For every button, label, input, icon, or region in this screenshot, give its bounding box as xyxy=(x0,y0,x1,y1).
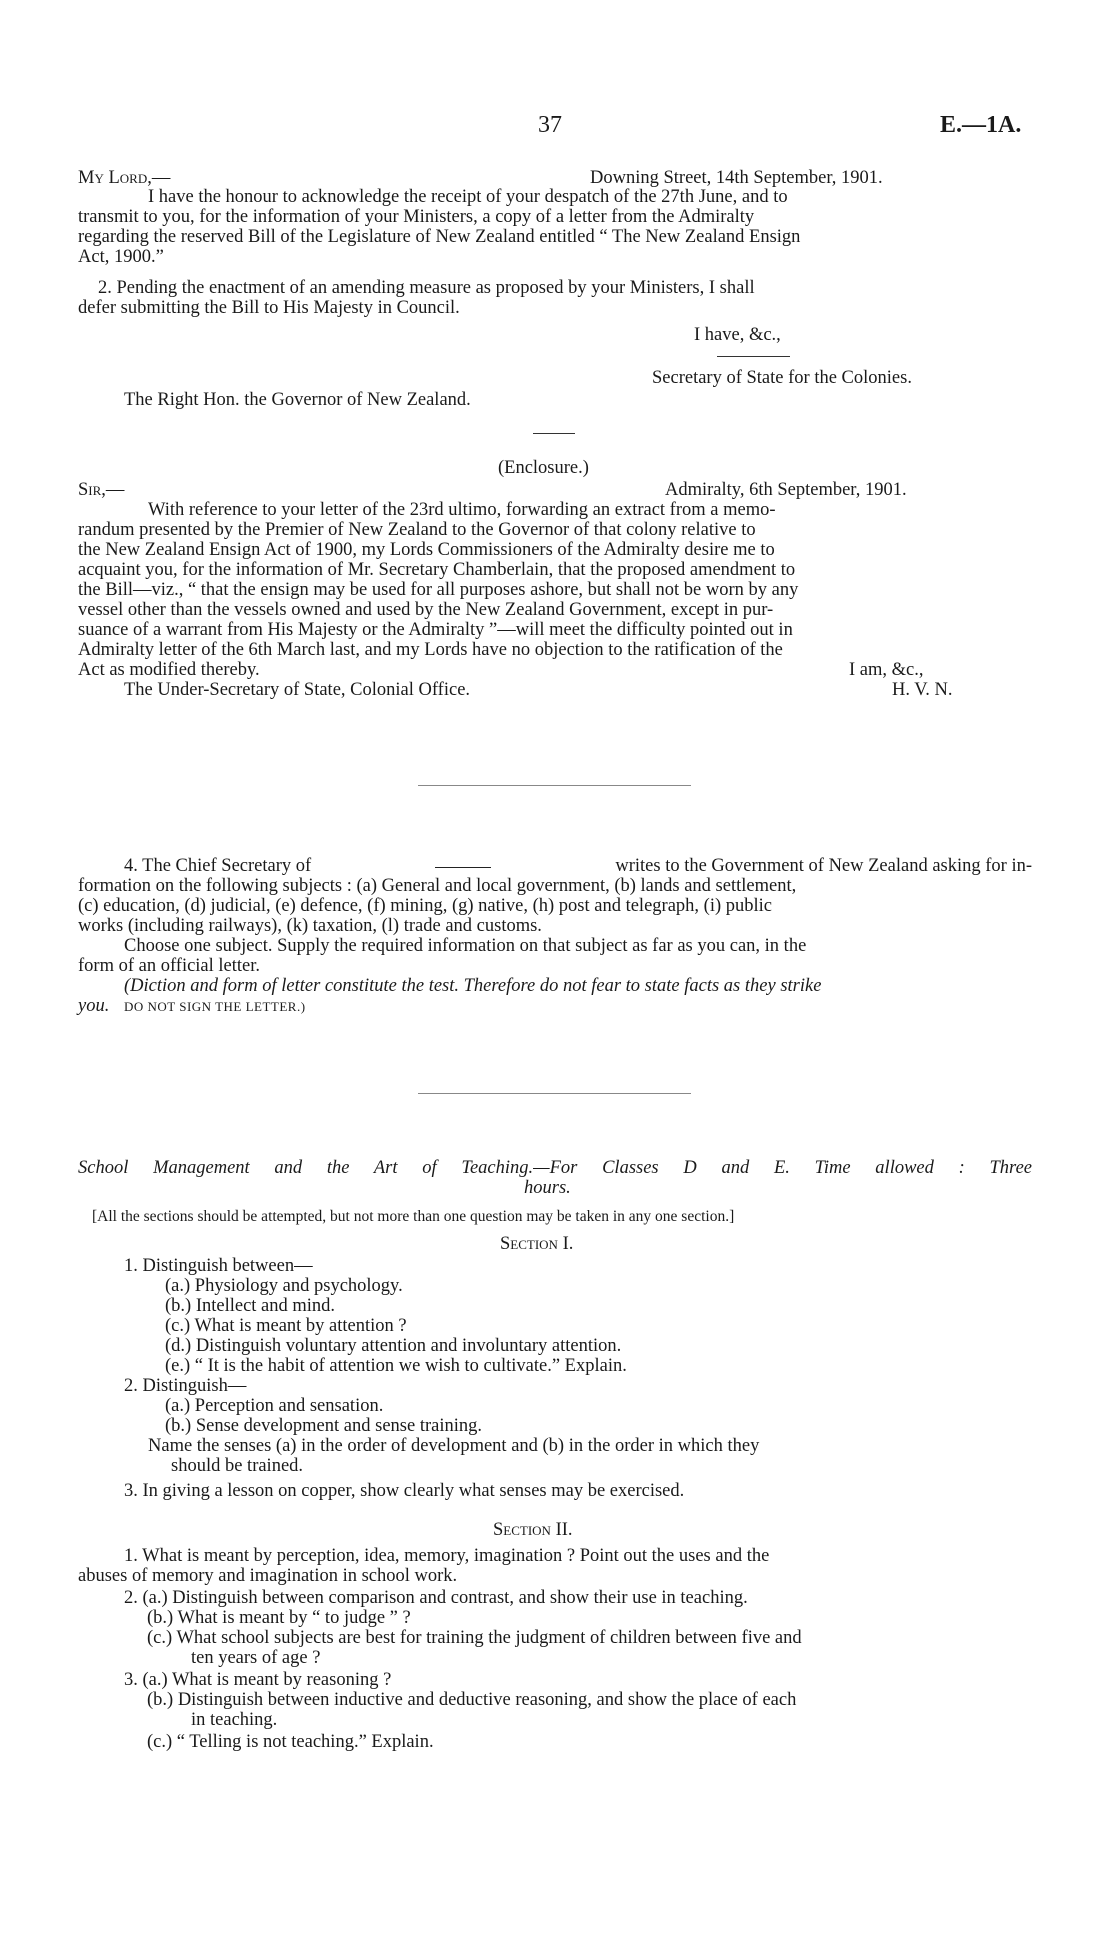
letter1-para1-line: Act, 1900.” xyxy=(78,247,164,267)
section-divider xyxy=(418,1093,691,1094)
s2-q3c: (c.) “ Telling is not teaching.” Explain. xyxy=(147,1732,434,1752)
letter1-para2-line: 2. Pending the enactment of an amending measure as proposed by your Ministers, I shall xyxy=(98,278,755,298)
signature-rule xyxy=(717,356,790,357)
document-code: E.—1A. xyxy=(940,112,1022,138)
s2-q2c-line2: ten years of age ? xyxy=(191,1648,321,1668)
enclosure-body-line: With reference to your letter of the 23rd ultimo, forwarding an extract from a memo- xyxy=(148,500,776,520)
enclosure-signature: H. V. N. xyxy=(892,680,953,700)
q4-choose-line: Choose one subject. Supply the required information on that subject as far as you can, in the xyxy=(124,936,807,956)
q4-note-line: (Diction and form of letter constitute the test. Therefore do not fear to state facts as they strike xyxy=(124,976,822,996)
page-number: 37 xyxy=(538,112,562,138)
enclosure-addressee: The Under-Secretary of State, Colonial Office. xyxy=(124,680,471,700)
enclosure-body-line: acquaint you, for the information of Mr. Secretary Chamberlain, that the proposed amendment to xyxy=(78,560,796,580)
letter1-para2-line: defer submitting the Bill to His Majesty in Council. xyxy=(78,298,460,318)
s2-q1-line2: abuses of memory and imagination in school work. xyxy=(78,1566,458,1586)
enclosure-salutation: Sir,— xyxy=(78,480,125,500)
s2-q3b-line2: in teaching. xyxy=(191,1710,278,1730)
enclosure-dateline: Admiralty, 6th September, 1901. xyxy=(665,480,907,500)
letter1-para1-line: regarding the reserved Bill of the Legislature of New Zealand entitled “ The New Zealand Ensign xyxy=(78,227,801,247)
enclosure-heading: (Enclosure.) xyxy=(498,458,589,478)
s1-q2-name-line: Name the senses (a) in the order of development and (b) in the order in which they xyxy=(148,1436,760,1456)
enclosure-body-line: the Bill—viz., “ that the ensign may be used for all purposes ashore, but shall not be worn by any xyxy=(78,580,799,600)
q4-line: (c) education, (d) judicial, (e) defence, (f) mining, (g) native, (h) post and telegraph, (i) public xyxy=(78,896,772,916)
q4-note-caps: DO NOT SIGN THE LETTER.) xyxy=(123,999,306,1014)
letter1-para1-line: transmit to you, for the information of your Ministers, a copy of a letter from the Admiralty xyxy=(78,207,755,227)
s1-q2-name-line: should be trained. xyxy=(171,1456,304,1476)
s2-q3a: 3. (a.) What is meant by reasoning ? xyxy=(124,1670,392,1690)
s1-q1-item: (d.) Distinguish voluntary attention and involuntary attention. xyxy=(165,1336,622,1356)
q4-choose-line: form of an official letter. xyxy=(78,956,261,976)
s2-q2b: (b.) What is meant by “ to judge ” ? xyxy=(147,1608,411,1628)
enclosure-body-line: the New Zealand Ensign Act of 1900, my Lords Commissioners of the Admiralty desire me to xyxy=(78,540,775,560)
q4-line: formation on the following subjects : (a) General and local government, (b) lands and settlement, xyxy=(78,876,797,896)
enclosure-body-line: suance of a warrant from His Majesty or the Admiralty ”—will meet the difficulty pointed out in xyxy=(78,620,793,640)
enclosure-body-line: Admiralty letter of the 6th March last, and my Lords have no objection to the ratification of the xyxy=(78,640,783,660)
enclosure-closing: I am, &c., xyxy=(849,660,924,680)
q4-line: works (including railways), (k) taxation, (l) trade and customs. xyxy=(78,916,542,936)
s2-q2a: 2. (a.) Distinguish between comparison and contrast, and show their use in teaching. xyxy=(124,1588,748,1608)
s1-q2-item: (b.) Sense development and sense training. xyxy=(165,1416,482,1436)
s1-q2-item: (a.) Perception and sensation. xyxy=(165,1396,384,1416)
q4-note-you: you. xyxy=(78,996,110,1016)
q4-line1 xyxy=(78,856,1032,876)
letter1-para1-line: I have the honour to acknowledge the receipt of your despatch of the 27th June, and to xyxy=(148,187,788,207)
s1-q1-item: (a.) Physiology and psychology. xyxy=(165,1276,403,1296)
s2-q1-line1: 1. What is meant by perception, idea, memory, imagination ? Point out the uses and the xyxy=(124,1546,770,1566)
enclosure-body-line: vessel other than the vessels owned and used by the New Zealand Government, except in pur- xyxy=(78,600,774,620)
q4-note-line2 xyxy=(78,996,1032,1017)
section-2-heading: Section II. xyxy=(493,1520,573,1540)
letter1-salutation: My Lord,— xyxy=(78,168,171,188)
s1-q1-item: (e.) “ It is the habit of attention we wish to cultivate.” Explain. xyxy=(165,1356,627,1376)
s2-q2c-line1: (c.) What school subjects are best for training the judgment of children between five and xyxy=(147,1628,802,1648)
s1-q2: 2. Distinguish— xyxy=(124,1376,247,1396)
q4-line1-pre: 4. The Chief Secretary of xyxy=(124,856,312,876)
letter1-closing: I have, &c., xyxy=(694,325,781,345)
s1-q3: 3. In giving a lesson on copper, show clearly what senses may be exercised. xyxy=(124,1481,685,1501)
exam-title-line2: hours. xyxy=(524,1178,571,1198)
s2-q3b-line1: (b.) Distinguish between inductive and deductive reasoning, and show the place of each xyxy=(147,1690,797,1710)
letter1-addressee: The Right Hon. the Governor of New Zealand. xyxy=(124,390,471,410)
enclosure-body-line: randum presented by the Premier of New Zealand to the Governor of that colony relative to xyxy=(78,520,756,540)
letter1-signatory-title: Secretary of State for the Colonies. xyxy=(652,368,912,388)
s1-q1-item: (c.) What is meant by attention ? xyxy=(165,1316,407,1336)
exam-title-line1: School Management and the Art of Teaching.—For Classes D and E. Time allowed : Three xyxy=(78,1158,1032,1178)
section-divider xyxy=(418,785,691,786)
letter1-dateline: Downing Street, 14th September, 1901. xyxy=(590,168,883,188)
enclosure-last-line: Act as modified thereby. xyxy=(78,660,260,680)
s1-q1: 1. Distinguish between— xyxy=(124,1256,313,1276)
exam-instructions: [All the sections should be attempted, but not more than one question may be taken in any one section.] xyxy=(92,1208,735,1225)
section-1-heading: Section I. xyxy=(500,1234,574,1254)
q4-blank xyxy=(435,867,491,868)
q4-line1-post: writes to the Government of New Zealand asking for in- xyxy=(615,856,1032,876)
s1-q1-item: (b.) Intellect and mind. xyxy=(165,1296,336,1316)
divider-short xyxy=(533,433,575,434)
